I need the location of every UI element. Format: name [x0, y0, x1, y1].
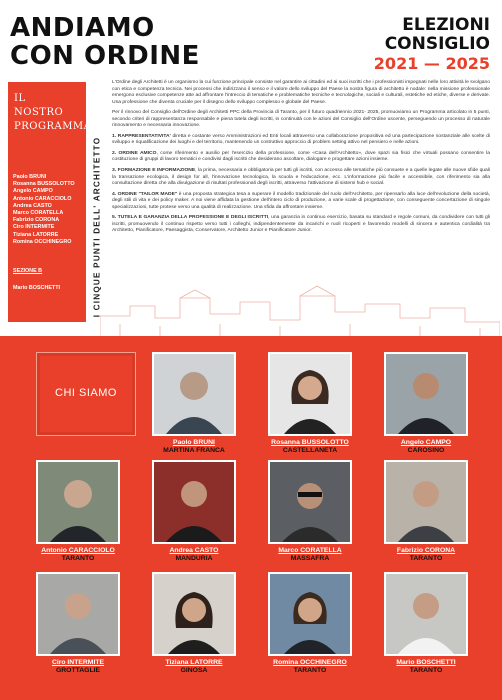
member-photo	[152, 460, 236, 544]
candidate-list-item: Andrea CASTO	[13, 202, 52, 209]
candidate-list-item: Rosanna BUSSOLOTTO	[13, 181, 75, 188]
member-photo	[36, 572, 120, 656]
program-body	[112, 80, 490, 239]
candidate-list-item: Ciro INTERMITE	[13, 224, 55, 231]
point-2-heading: 2. ORDINE AMICO	[112, 150, 157, 156]
member-card	[384, 460, 468, 562]
member-card	[36, 460, 120, 562]
member-photo	[268, 572, 352, 656]
main-title	[10, 14, 200, 70]
member-photo	[268, 460, 352, 544]
point-3-text: , la prima, necessaria e obbligatoria per tutti gli iscritti, con accesso alle tematiche più consuete e a quelle legate alle nuove sfide quali la transazione ecologica, il design for all, l'innovazione tecnologica, la scuola e l'educazione, ecc. L'informazione più facile e accessibile, con riferimento sia alla consultazione diretta che alla divulgazione di risultati professionali degli iscritti, attraverso l'attivazione di sistemi hub e social.	[112, 168, 490, 187]
point-4-text: è una proposta strategica tesa a superare il modello tradizionale del ruolo dell'Architetto, per ripensarlo alla luce dell'evoluzione della società, degli stili di vita e dei policy maker. A noi viene affidata la gestione dell'intero ciclo di produzione, a varie scale di progettazione, con conseguente concertazione di singole specializzazioni, tutte protese verso una qualità di realizzazione. Una sfida da affrontare insieme.	[112, 191, 490, 210]
member-name: Paolo BRUNI	[173, 439, 215, 446]
program-heading-programma: PROGRAMMA	[14, 121, 92, 132]
election-title	[374, 16, 490, 73]
member-photo	[384, 460, 468, 544]
point-3	[112, 168, 490, 188]
member-photo	[384, 352, 468, 436]
member-city: GINOSA	[180, 667, 208, 674]
intro-paragraph: L'Ordine degli Architetti è un organismo la cui funzione principale consiste nel garantire ai cittadini ed ai suoi iscritti che i professionisti impegnati nelle loro attività le svolgano con etica e competenza tecnica. Nei processi che indirizzano il senso e il valore dello sviluppo del Paese la nostra figura di architetto è nodale: nella missione professionale emergono esclusive competenze atte ad affrontare l'intreccio di tematiche e problematiche tecniche e tecnologiche, sociali e culturali, estetiche ed etiche, diverse e derivate. Una professione che diventa cruciale per il disegno dello sviluppo complesso e globale del Paese.	[112, 80, 490, 105]
member-city: TARANTO	[409, 555, 443, 562]
member-city: MANDURIA	[175, 555, 213, 562]
member-name: Marco CORATELLA	[278, 547, 342, 554]
member-city: CASTELLANETA	[282, 447, 338, 454]
point-3-heading: 3. FORMAZIONE E INFORMAZIONE	[112, 168, 196, 174]
member-photo	[36, 460, 120, 544]
member-card	[384, 352, 468, 454]
member-name: Antonio CARACCIOLO	[41, 547, 115, 554]
five-points-vertical-text: I CINQUE PUNTI DELL' ARCHITETTO	[92, 136, 102, 318]
point-5-heading: 5. TUTELA E GARANZIA DELLA PROFESSIONE E DEGLI ISCRITTI	[112, 215, 269, 221]
point-5-text: , una garanzia in continuo esercizio, basata su standard e regole comuni, da condividere con tutti gli iscritti, promuovendo il continuo rispetto verso tutti i colleghi, indipendentemente da incarichi e ruoli ricoperti e favorendo modelli di sincera e autentica cordialità tra Architetto, Pianificatore, Paesaggista, Conservatore, Architetto Junior e Pianificatore Junior.	[112, 215, 490, 234]
member-name: Tiziana LATORRE	[165, 659, 223, 666]
member-city: TARANTO	[293, 667, 327, 674]
member-card	[268, 572, 352, 674]
member-photo	[152, 352, 236, 436]
chi-siamo-box	[36, 352, 136, 436]
member-name: Andrea CASTO	[169, 547, 219, 554]
member-city: CAROSINO	[407, 447, 445, 454]
member-name: Ciro INTERMITE	[51, 659, 105, 666]
program-heading-nostro: NOSTRO	[14, 107, 64, 118]
member-card	[384, 572, 468, 674]
member-city: TARANTO	[61, 555, 95, 562]
candidate-list-item: Angelo CAMPO	[13, 188, 53, 195]
program-sidebar	[8, 82, 92, 322]
member-name: Fabrizio CORONA	[396, 547, 456, 554]
point-4-heading: 4. ORDINE "TAILOR MADE"	[112, 191, 178, 197]
candidate-list-item: Antonio CARACCIOLO	[13, 195, 72, 202]
candidate-list-item: Marco CORATELLA	[13, 210, 64, 217]
candidate-list-item: Tiziana LATORRE	[13, 231, 59, 238]
member-city: MASSAFRA	[290, 555, 330, 562]
member-photo	[152, 572, 236, 656]
city-skyline-illustration	[100, 268, 500, 338]
main-title-line2: CON ORDINE	[10, 41, 200, 71]
point-1-text: diretta e costante verso Amministrazioni ed Enti locali attraverso una collaborazione propositiva ed una partecipazione sostanziale alle scelte di sviluppo e riqualificazione dei luoghi e del territorio, mantenendo un costruttivo approccio di problem setting attivo nel pensiero e nelle azioni.	[112, 133, 491, 146]
member-name: Romina OCCHINEGRO	[273, 659, 347, 666]
point-2	[112, 151, 490, 164]
point-1-heading: 1. RAPPRESENTATIVITA'	[112, 133, 171, 139]
main-title-line1: ANDIAMO	[10, 13, 155, 43]
section-b-candidate: Mario BOSCHETTI	[13, 285, 61, 291]
member-card	[152, 352, 236, 454]
member-city: MARTINA FRANCA	[163, 447, 225, 454]
renewal-paragraph: Per il rinnovo del Consiglio dell'Ordine degli Architetti PPC della Provincia di Taranto, per il futuro quadriennio 2021- 2025, promuoviamo un Programma articolato in 5 punti, secondo criteri di rappresentanza responsabile e piena tutela degli iscritti, in continuità con le azioni del Consiglio dell'Ordine uscente, perseguendo un processo di naturale rinnovamento e necessaria innovazione.	[112, 110, 490, 129]
member-card	[152, 572, 236, 674]
member-city: GROTTAGLIE	[55, 667, 101, 674]
election-title-line2: CONSIGLIO	[384, 34, 490, 54]
member-name: Rosanna BUSSOLOTTO	[271, 439, 349, 446]
section-b-label: SEZIONE B	[13, 268, 43, 274]
member-name: Mario BOSCHETTI	[396, 659, 456, 666]
point-2-text: , come riferimento e ausilio per l'esercizio della professione, come «Casa dell'Architetto», dove spazi sia fisici che virtuali possano consentire la costituzione di gruppi di lavoro tematici e condivisi dagli iscritti che desiderano ascoltare, dialogare e progettare azioni insieme.	[112, 150, 490, 163]
candidate-list	[13, 174, 75, 246]
chi-siamo-title: CHI SIAMO	[55, 387, 117, 399]
election-years: 2021 — 2025	[373, 54, 490, 73]
point-4	[112, 192, 490, 212]
point-5	[112, 215, 490, 235]
candidate-list-item: Romina OCCHINEGRO	[13, 238, 72, 245]
program-heading	[8, 82, 92, 134]
election-title-line1: ELEZIONI	[402, 15, 490, 35]
candidate-list-item: Paolo BRUNI	[13, 174, 47, 180]
member-photo	[268, 352, 352, 436]
candidate-list-item: Fabrizio CORONA	[13, 217, 60, 224]
program-heading-il: IL	[14, 93, 26, 104]
member-card	[268, 352, 352, 454]
member-card	[268, 460, 352, 562]
member-city: TARANTO	[409, 667, 443, 674]
member-photo	[384, 572, 468, 656]
member-card	[36, 572, 120, 674]
member-name: Angelo CAMPO	[400, 439, 452, 446]
member-card	[152, 460, 236, 562]
point-1	[112, 134, 490, 147]
